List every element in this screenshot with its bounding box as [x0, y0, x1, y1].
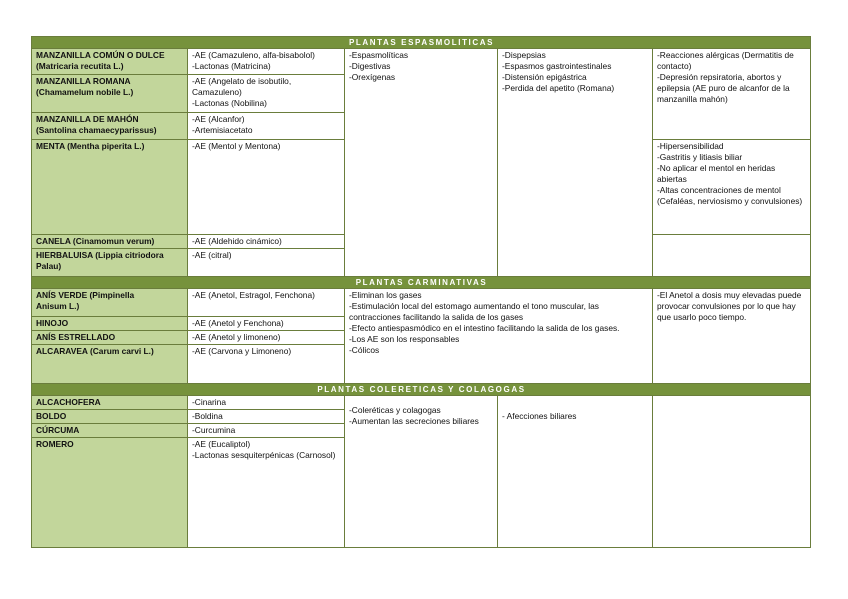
- plant-boldo: BOLDO: [32, 410, 188, 424]
- warnings-coleretico: [653, 396, 811, 548]
- components-anis-estrellado: -AE (Anetol y limoneno): [188, 331, 345, 345]
- plant-anis-estrellado: ANÍS ESTRELLADO: [32, 331, 188, 345]
- plant-anis-verde: ANÍS VERDE (Pimpinella Anisum L.): [32, 289, 188, 317]
- components-romero: -AE (Eucaliptol) -Lactonas sesquiterpénicas (Carnosol): [188, 438, 345, 548]
- components-anis-verde: -AE (Anetol, Estragol, Fenchona): [188, 289, 345, 317]
- components-hierbaluisa: -AE (citral): [188, 249, 345, 277]
- plant-alcaravea: ALCARAVEA (Carum carvi L.): [32, 345, 188, 384]
- warnings-carminativas: -El Anetol a dosis muy elevadas puede provocar convulsiones por lo que hay que usarlo poco tiempo.: [653, 289, 811, 384]
- plant-alcachofera: ALCACHOFERA: [32, 396, 188, 410]
- section-title-coleretico: PLANTAS COLERETICAS Y COLAGOGAS: [32, 384, 811, 396]
- plant-manzanilla-romana: MANZANILLA ROMANA (Chamamelum nobile L.): [32, 75, 188, 113]
- plant-hinojo: HINOJO: [32, 317, 188, 331]
- components-manzanilla-comun: -AE (Camazuleno, alfa-bisabolol) -Lactonas (Matricina): [188, 49, 345, 75]
- warnings-empty: [653, 235, 811, 277]
- indications-coleretico: - Afecciones biliares: [498, 396, 653, 548]
- components-canela: -AE (Aldehido cinámico): [188, 235, 345, 249]
- components-manzanilla-mahon: -AE (Alcanfor) -Artemisiacetato: [188, 113, 345, 140]
- components-boldo: -Boldina: [188, 410, 345, 424]
- plant-romero: ROMERO: [32, 438, 188, 548]
- plant-curcuma: CÚRCUMA: [32, 424, 188, 438]
- actions-coleretico: -Coleréticas y colagogas -Aumentan las secreciones biliares: [345, 396, 498, 548]
- components-curcuma: -Curcumina: [188, 424, 345, 438]
- indications-espasmoliticas: -Dispepsias -Espasmos gastrointestinales -Distensión epigástrica -Perdida del apetito (Romana): [498, 49, 653, 277]
- components-hinojo: -AE (Anetol y Fenchona): [188, 317, 345, 331]
- plant-manzanilla-comun: MANZANILLA COMÚN O DULCE (Matricaria recutita L.): [32, 49, 188, 75]
- components-alcaravea: -AE (Carvona y Limoneno): [188, 345, 345, 384]
- warnings-menta: -Hipersensibilidad -Gastritis y litiasis biliar -No aplicar el mentol en heridas abiertas -Altas concentraciones de mentol (Cefaléas, nerviosismo y convulsiones): [653, 140, 811, 235]
- plants-table: [31, 36, 811, 548]
- plant-canela: CANELA (Cinamomun verum): [32, 235, 188, 249]
- warnings-manzanillas: -Reacciones alérgicas (Dermatitis de contacto) -Depresión repsiratoria, abortos y epilepsia (AE puro de alcanfor de la manzanilla mahón): [653, 49, 811, 140]
- components-alcachofera: -Cinarina: [188, 396, 345, 410]
- section-title-espasmoliticas: PLANTAS ESPASMOLITICAS: [32, 37, 811, 49]
- plant-hierbaluisa: HIERBALUISA (Lippia citriodora Palau): [32, 249, 188, 277]
- section-title-carminativas: PLANTAS CARMINATIVAS: [32, 277, 811, 289]
- plant-menta: MENTA (Mentha piperita L.): [32, 140, 188, 235]
- components-menta: -AE (Mentol y Mentona): [188, 140, 345, 235]
- components-manzanilla-romana: -AE (Angelato de isobutilo, Camazuleno) -Lactonas (Nobilina): [188, 75, 345, 113]
- actions-carminativas: -Eliminan los gases -Estimulación local del estomago aumentando el tono muscular, las contracciones facilitando la salida de los gases -Efecto antiespasmódico en el intestino facilitando la salida de los gases. -Los AE son los responsables -Cólicos: [345, 289, 653, 384]
- plant-manzanilla-mahon: MANZANILLA DE MAHÓN (Santolina chamaecyparissus): [32, 113, 188, 140]
- actions-espasmoliticas: -Espasmolíticas -Digestivas -Orexígenas: [345, 49, 498, 277]
